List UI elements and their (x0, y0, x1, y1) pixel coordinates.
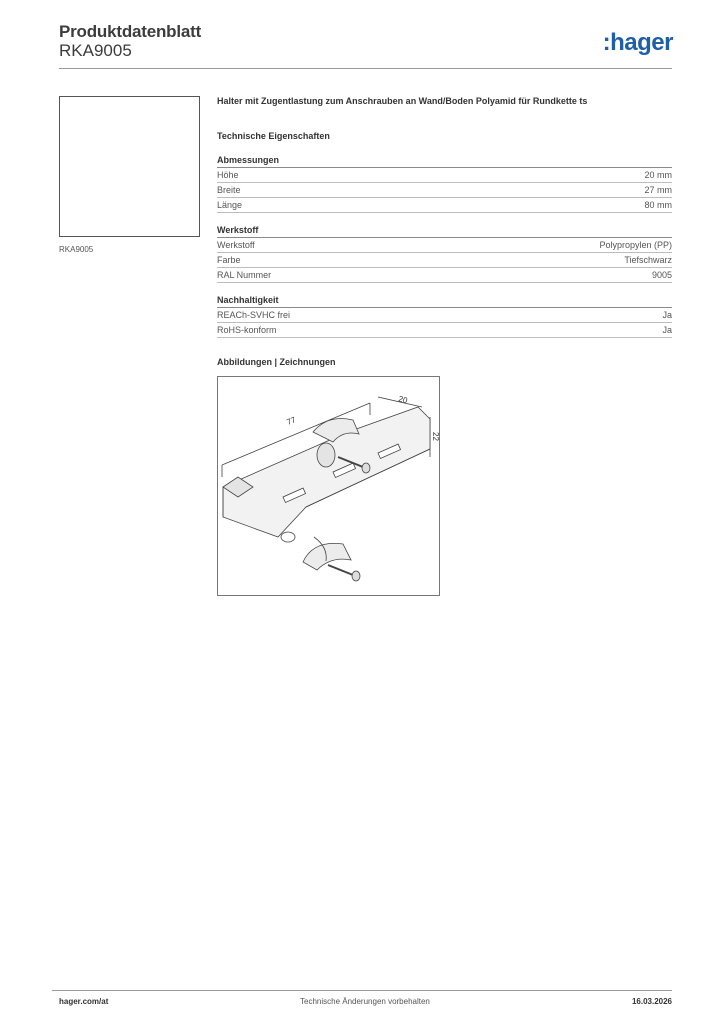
lower-screw (328, 565, 353, 575)
section-title: Abmessungen (217, 155, 672, 168)
technical-drawing-svg (218, 377, 439, 595)
product-number: RKA9005 (59, 41, 132, 60)
section-sustainability (217, 295, 672, 338)
property-row (217, 268, 672, 283)
property-value: 20 mm (644, 170, 672, 180)
footer-date: 16.03.2026 (631, 997, 672, 1006)
property-row (217, 323, 672, 338)
property-value: Polypropylen (PP) (599, 240, 672, 250)
section-title: Nachhaltigkeit (217, 295, 672, 308)
property-value: Tiefschwarz (624, 255, 672, 265)
property-value: 9005 (651, 270, 672, 280)
property-label: Werkstoff (217, 240, 255, 250)
footer-website-link[interactable]: hager.com/at (59, 997, 109, 1006)
property-label: Höhe (217, 170, 239, 180)
footer-divider (52, 990, 672, 991)
product-image-caption: RKA9005 (59, 245, 94, 254)
property-value: 27 mm (644, 185, 672, 195)
product-description: Halter mit Zugentlastung zum Anschrauben an Wand/Boden Polyamid für Rundkette ts (217, 96, 588, 106)
property-row (217, 238, 672, 253)
properties-panel (217, 96, 672, 350)
drawings-heading: Abbildungen | Zeichnungen (217, 357, 336, 367)
section-material (217, 225, 672, 283)
property-label: RAL Nummer (217, 270, 272, 280)
property-row (217, 198, 672, 213)
property-value: 80 mm (644, 200, 672, 210)
property-row (217, 253, 672, 268)
property-label: Farbe (217, 255, 241, 265)
dimension-label-height: 22 (431, 432, 440, 441)
property-label: REACh-SVHC frei (217, 310, 291, 320)
hager-logo: :hager (602, 29, 673, 56)
dimension-label-length: 77 (285, 415, 298, 427)
technical-drawing (217, 376, 440, 596)
section-title: Werkstoff (217, 225, 672, 238)
product-image-placeholder (59, 96, 200, 237)
property-value: Ja (662, 310, 672, 320)
property-row (217, 183, 672, 198)
technical-properties-heading: Technische Eigenschaften (217, 131, 330, 141)
page-title: Produktdatenblatt (59, 22, 202, 41)
dimension-label-width: 20 (397, 394, 409, 406)
header-divider (59, 68, 672, 69)
property-label: RoHS-konform (217, 325, 277, 335)
property-row (217, 308, 672, 323)
property-label: Breite (217, 185, 241, 195)
property-label: Länge (217, 200, 243, 210)
footer-disclaimer: Technische Änderungen vorbehalten (300, 997, 430, 1006)
section-dimensions (217, 155, 672, 213)
property-row (217, 168, 672, 183)
lower-clamp (303, 543, 351, 570)
property-value: Ja (662, 325, 672, 335)
